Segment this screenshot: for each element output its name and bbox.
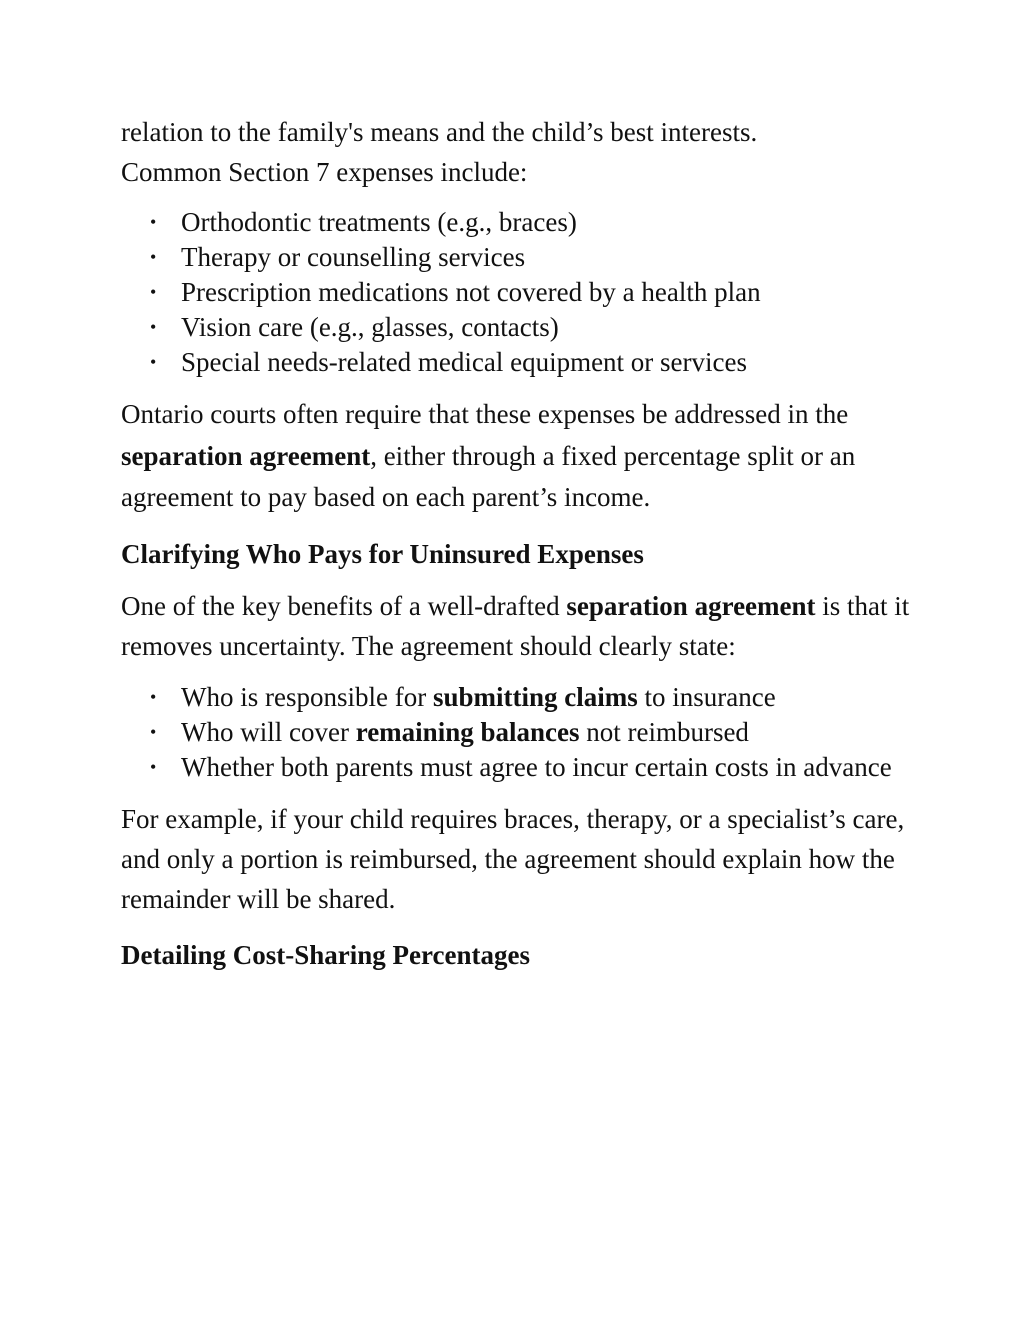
list-item-text: Who is responsible for bbox=[181, 681, 433, 712]
ontario-text-before: Ontario courts often require that these expenses be addressed in the bbox=[121, 399, 849, 429]
intro-paragraph bbox=[121, 112, 911, 192]
list-item: • Special needs-related medical equipment or services bbox=[121, 345, 911, 380]
ontario-courts-paragraph bbox=[121, 394, 911, 519]
intro-line-2: Common Section 7 expenses include: bbox=[121, 157, 528, 187]
section-heading-cost-sharing: Detailing Cost-Sharing Percentages bbox=[121, 939, 530, 970]
list-item-bold-text: remaining balances bbox=[355, 716, 580, 747]
list-item bbox=[121, 715, 911, 750]
list-item-text: Who will cover bbox=[181, 716, 356, 747]
list-item-text: not reimbursed bbox=[579, 716, 749, 747]
separation-agreement-term: separation agreement bbox=[566, 590, 816, 621]
list-item: • Prescription medications not covered by a health plan bbox=[121, 275, 911, 310]
list-item bbox=[121, 750, 911, 785]
list-item: • Vision care (e.g., glasses, contacts) bbox=[121, 310, 911, 345]
expenses-list bbox=[121, 205, 911, 380]
list-item: • Therapy or counselling services bbox=[121, 240, 911, 275]
example-paragraph: For example, if your child requires braces, therapy, or a specialist’s care, and only a portion is reimbursed, the agreement should explain how the remainder will be shared. bbox=[121, 803, 905, 914]
list-item-text: to insurance bbox=[637, 681, 776, 712]
key-benefits-paragraph bbox=[121, 586, 911, 666]
benefits-text-before: One of the key benefits of a well-drafted bbox=[121, 590, 567, 621]
agreement-should-state-list bbox=[121, 680, 911, 785]
list-item bbox=[121, 680, 911, 715]
document-page bbox=[121, 112, 911, 975]
separation-agreement-term: separation agreement bbox=[121, 440, 371, 471]
ontario-text-after: , either through a fixed percentage split or an agreement to pay based on each parent’s income. bbox=[121, 440, 856, 512]
benefits-text-after: is that it removes uncertainty. The agreement should clearly state: bbox=[121, 590, 910, 661]
list-item: • Orthodontic treatments (e.g., braces) bbox=[121, 205, 911, 240]
section-heading-uninsured-expenses: Clarifying Who Pays for Uninsured Expenses bbox=[121, 538, 644, 569]
list-item-bold-text: submitting claims bbox=[432, 681, 638, 712]
intro-line-1: relation to the family's means and the child’s best interests. bbox=[121, 117, 758, 147]
list-item-text: Whether both parents must agree to incur certain costs in advance bbox=[181, 751, 892, 782]
